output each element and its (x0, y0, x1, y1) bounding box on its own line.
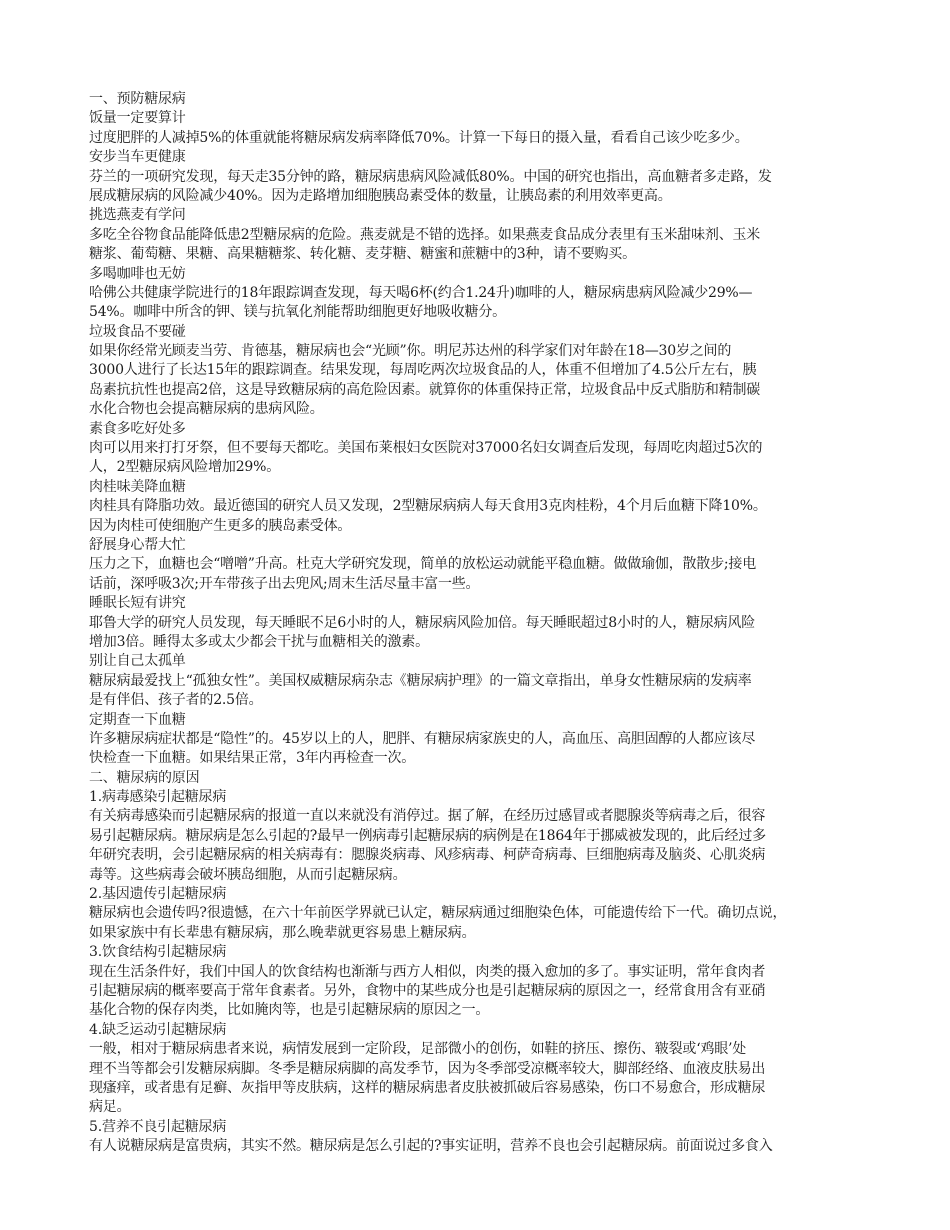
paragraph-line: 易引起糖尿病。糖尿病是怎么引起的?最早一例病毒引起糖尿病的病例是在1864年于挪威被发现的，此后经过多 (89, 827, 766, 844)
paragraph-line: 3000人进行了长达15年的跟踪调查。结果发现，每周吃两次垃圾食品的人，体重不但增加了4.5公斤左右，胰 (89, 362, 757, 379)
section-heading: 肉桂味美降血糖 (89, 478, 186, 495)
paragraph-line: 耶鲁大学的研究人员发现，每天睡眠不足6小时的人，糖尿病风险加倍。每天睡眠超过8小时的人，糖尿病风险 (89, 614, 756, 631)
paragraph-line: 快检查一下血糖。如果结果正常，3年内再检查一次。 (89, 750, 416, 767)
paragraph-line: 如果你经常光顾麦当劳、肯德基，糖尿病也会“光顾”你。明尼苏达州的科学家们对年龄在18—30岁之间的 (89, 343, 732, 360)
section-heading: 素食多吃好处多 (89, 420, 186, 437)
section-heading: 一、预防糖尿病 (89, 91, 186, 107)
paragraph-line: 展成糖尿病的风险减少40%。因为走路增加细胞胰岛素受体的数量，让胰岛素的利用效率更高。 (89, 187, 672, 204)
paragraph-line: 现瘙痒，或者患有足癣、灰指甲等皮肤病，这样的糖尿病患者皮肤被抓破后容易感染，伤口不易愈合，形成糖尿 (89, 1079, 766, 1096)
paragraph-line: 肉可以用来打打牙祭，但不要每天都吃。美国布莱根妇女医院对37000名妇女调查后发现，每周吃肉超过5次的 (89, 440, 763, 457)
paragraph-line: 有关病毒感染而引起糖尿病的报道一直以来就没有消停过。据了解，在经历过感冒或者腮腺炎等病毒之后，很容 (89, 808, 766, 825)
paragraph-line: 哈佛公共健康学院进行的18年跟踪调查发现，每天喝6杯(约合1.24升)咖啡的人，糖尿病患病风险减少29%— (89, 284, 753, 301)
section-heading: 二、糖尿病的原因 (89, 769, 200, 786)
paragraph-line: 基化合物的保存肉类，比如腌肉等，也是引起糖尿病的原因之一。 (89, 1002, 490, 1019)
section-heading: 1.病毒感染引起糖尿病 (89, 789, 227, 806)
paragraph-line: 糖浆、葡萄糖、果糖、高果糖糖浆、转化糖、麦芽糖、糖蜜和蔗糖中的3种，请不要购买。 (89, 246, 636, 263)
paragraph-line: 水化合物也会提高糖尿病的患病风险。 (89, 401, 324, 418)
paragraph-line: 话前，深呼吸3次;开车带孩子出去兜风;周末生活尽量丰富一些。 (89, 575, 480, 592)
section-heading: 安步当车更健康 (89, 149, 186, 166)
paragraph-line: 糖尿病也会遗传吗?很遗憾，在六十年前医学界就已认定，糖尿病通过细胞染色体，可能遗传给下一代。确切点说， (89, 905, 787, 922)
paragraph-line: 人，2型糖尿病风险增加29%。 (89, 459, 281, 476)
paragraph-line: 因为肉桂可使细胞产生更多的胰岛素受体。 (89, 517, 352, 534)
section-heading: 舒展身心帮大忙 (89, 536, 186, 553)
section-heading: 定期查一下血糖 (89, 711, 186, 728)
paragraph-line: 一般，相对于糖尿病患者来说，病情发展到一定阶段，足部微小的创伤，如鞋的挤压、擦伤、皲裂或‘鸡眼’处 (89, 1041, 747, 1058)
paragraph-line: 增加3倍。睡得太多或太少都会干扰与血糖相关的激素。 (89, 633, 429, 650)
section-heading: 饭量一定要算计 (89, 110, 186, 127)
section-heading: 4.缺乏运动引起糖尿病 (89, 1021, 227, 1038)
section-heading: 2.基因遗传引起糖尿病 (89, 886, 227, 903)
paragraph-line: 岛素抗抗性也提高2倍，这是导致糖尿病的高危险因素。就算你的体重保持正常，垃圾食品中反式脂肪和精制碳 (89, 381, 761, 398)
paragraph-line: 有人说糖尿病是富贵病，其实不然。糖尿病是怎么引起的?事实证明，营养不良也会引起糖尿病。前面说过多食入 (89, 1138, 773, 1155)
paragraph-line: 引起糖尿病的概率要高于常年食素者。另外，食物中的某些成分也是引起糖尿病的原因之一，经常食用含有亚硝 (89, 982, 766, 999)
paragraph-line: 理不当等都会引发糖尿病脚。冬季是糖尿病脚的高发季节，因为冬季部受凉概率较大，脚部经络、血液皮肤易出 (89, 1060, 766, 1077)
paragraph-line: 芬兰的一项研究发现，每天走35分钟的路，糖尿病患病风险减低80%。中国的研究也指出，高血糖者多走路，发 (89, 168, 772, 185)
paragraph-line: 54%。咖啡中所含的钾、镁与抗氧化剂能帮助细胞更好地吸收糖分。 (89, 304, 506, 321)
paragraph-line: 毒等。这些病毒会破坏胰岛细胞，从而引起糖尿病。 (89, 866, 407, 883)
section-heading: 别让自己太孤单 (89, 653, 186, 670)
section-heading: 5.营养不良引起糖尿病 (89, 1118, 227, 1135)
paragraph-line: 病足。 (89, 1099, 131, 1116)
paragraph-line: 多吃全谷物食品能降低患2型糖尿病的危险。燕麦就是不错的选择。如果燕麦食品成分表里有玉米甜味剂、玉米 (89, 226, 761, 243)
paragraph-line: 过度肥胖的人减掉5%的体重就能将糖尿病发病率降低70%。计算一下每日的摄入量，看看自己该少吃多少。 (89, 129, 749, 146)
section-heading: 垃圾食品不要碰 (89, 323, 186, 340)
paragraph-line: 年研究表明，会引起糖尿病的相关病毒有：腮腺炎病毒、风疹病毒、柯萨奇病毒、巨细胞病毒及脑炎、心肌炎病 (89, 847, 766, 864)
paragraph-line: 现在生活条件好，我们中国人的饮食结构也渐渐与西方人相似，肉类的摄入愈加的多了。事实证明，常年食肉者 (89, 963, 766, 980)
section-heading: 睡眠长短有讲究 (89, 595, 186, 612)
paragraph-line: 是有伴侣、孩子者的2.5倍。 (89, 692, 263, 709)
paragraph-line: 压力之下，血糖也会“噌噌”升高。杜克大学研究发现，简单的放松运动就能平稳血糖。做做瑜伽，散散步;接电 (89, 556, 757, 573)
paragraph-line: 肉桂具有降脂功效。最近德国的研究人员又发现，2型糖尿病病人每天食用3克肉桂粉，4个月后血糖下降10%。 (89, 498, 767, 515)
section-heading: 3.饮食结构引起糖尿病 (89, 944, 227, 961)
paragraph-line: 许多糖尿病症状都是“隐性”的。45岁以上的人，肥胖、有糖尿病家族史的人，高血压、高胆固醇的人都应该尽 (89, 730, 756, 747)
section-heading: 多喝咖啡也无妨 (89, 265, 186, 282)
section-heading: 挑选燕麦有学问 (89, 207, 186, 224)
paragraph-line: 糖尿病最爱找上“孤独女性”。美国权威糖尿病杂志《糖尿病护理》的一篇文章指出，单身女性糖尿病的发病率 (89, 672, 752, 689)
paragraph-line: 如果家族中有长辈患有糖尿病，那么晚辈就更容易患上糖尿病。 (89, 924, 476, 941)
